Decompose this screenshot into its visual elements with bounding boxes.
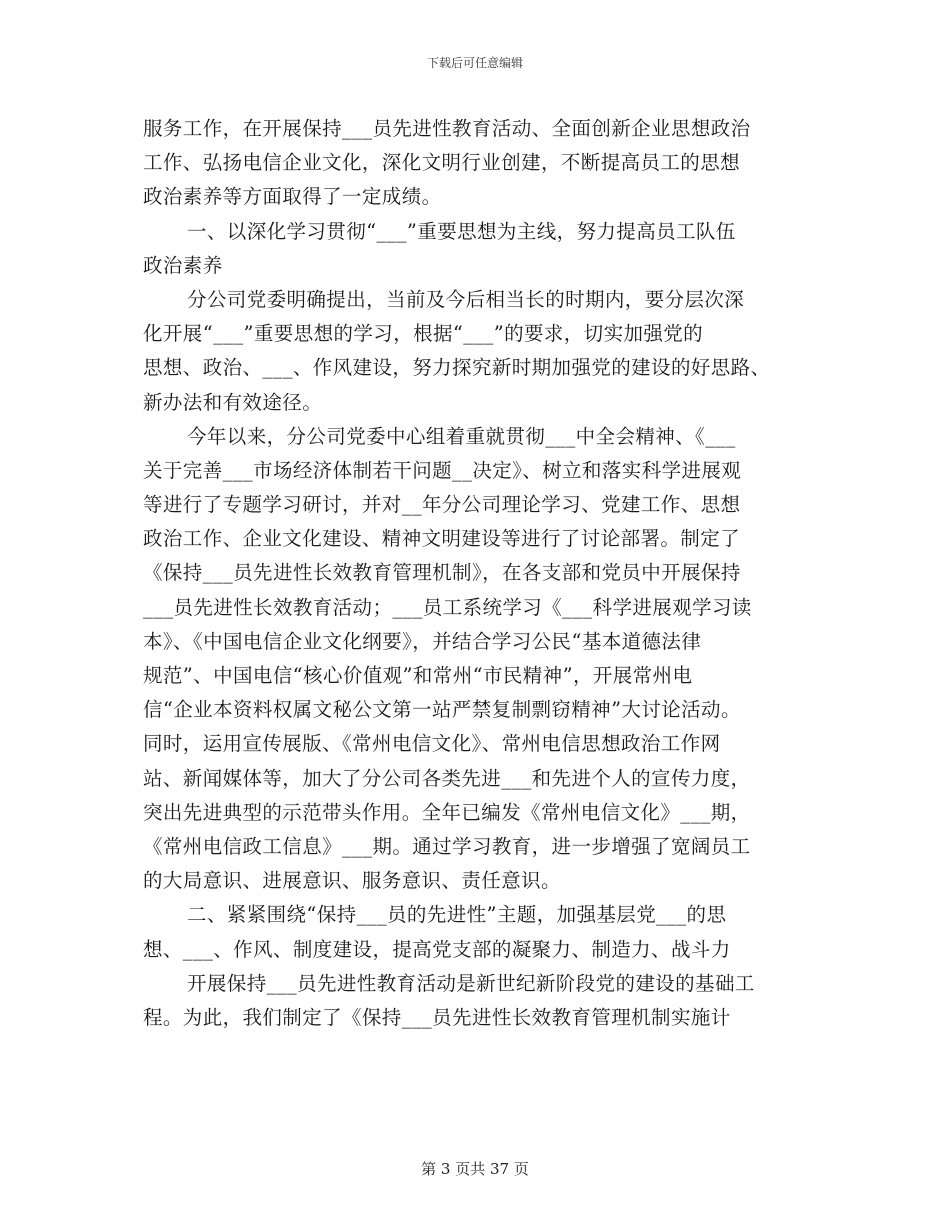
text-line: 信“企业本资料权属文秘公文第一站严禁复制剽窃精神”大讨论活动。 [143, 698, 741, 722]
text-line: 政治素养等方面取得了一定成绩。 [143, 185, 442, 209]
text-line: 站、新闻媒体等，加大了分公司各类先进___和先进个人的宣传力度， [143, 766, 751, 790]
text-line: 工作、弘扬电信企业文化，深化文明行业创建，不断提高员工的思想 [143, 151, 741, 175]
text-line: 化开展“___”重要思想的学习，根据“___”的要求，切实加强党的 [143, 322, 704, 346]
section-heading-2: 二、紧紧围绕“保持___员的先进性”主题，加强基层党___的思 [187, 903, 727, 927]
text-line: 突出先进典型的示范带头作用。全年已编发《常州电信文化》___期， [143, 800, 751, 824]
text-line: 《保持___员先进性长效教育管理机制》，在各支部和党员中开展保持 [143, 561, 741, 585]
text-line: 政治素养 [143, 253, 223, 277]
text-line: 同时，运用宣传展版、《常州电信文化》、常州电信思想政治工作网 [143, 732, 721, 756]
text-line: 等进行了专题学习研讨，并对__年分公司理论学习、党建工作、思想 [143, 493, 741, 517]
text-line: 想、___、作风、制度建设，提高党支部的凝聚力、制造力、战斗力 [143, 937, 731, 961]
paragraph-start: 分公司党委明确提出，当前及今后相当长的时期内，要分层次深 [187, 287, 745, 311]
text-line: ___员先进性长效教育活动；___员工系统学习《___科学进展观学习读 [143, 595, 752, 619]
text-line: 程。为此，我们制定了《保持___员先进性长效教育管理机制实施计 [143, 1005, 731, 1029]
text-line: 《常州电信政工信息》___期。通过学习教育，进一步增强了宽阔员工 [143, 834, 751, 858]
section-heading-1: 一、以深化学习贯彻“___”重要思想为主线，努力提高员工队伍 [187, 219, 736, 243]
text-line: 本》、《中国电信企业文化纲要》，并结合学习公民“基本道德法律 [143, 629, 702, 653]
text-line: 服务工作，在开展保持___员先进性教育活动、全面创新企业思想政治 [143, 117, 751, 140]
text-line: 的大局意识、进展意识、服务意识、责任意识。 [143, 869, 561, 893]
paragraph-start: 今年以来，分公司党委中心组着重就贯彻___中全会精神、《___ [187, 424, 736, 448]
document-body [143, 112, 823, 1035]
text-line: 思想、政治、___、作风建设，努力探究新时期加强党的建设的好思路、 [143, 356, 771, 380]
text-line: 规范”、中国电信“核心价值观”和常州“市民精神”，开展常州电 [143, 664, 693, 687]
text-line: 政治工作、企业文化建设、精神文明建设等进行了讨论部署。制定了 [143, 527, 741, 551]
paragraph-start: 开展保持___员先进性教育活动是新世纪新阶段党的建设的基础工 [187, 971, 755, 995]
text-line: 关于完善___市场经济体制若干问题__决定》、树立和落实科学进展观 [143, 458, 742, 482]
page-header-note: 下载后可任意编辑 [426, 56, 523, 70]
page-number-footer: 第 3 页共 37 页 [421, 1160, 529, 1178]
text-line: 新办法和有效途径。 [143, 390, 323, 414]
